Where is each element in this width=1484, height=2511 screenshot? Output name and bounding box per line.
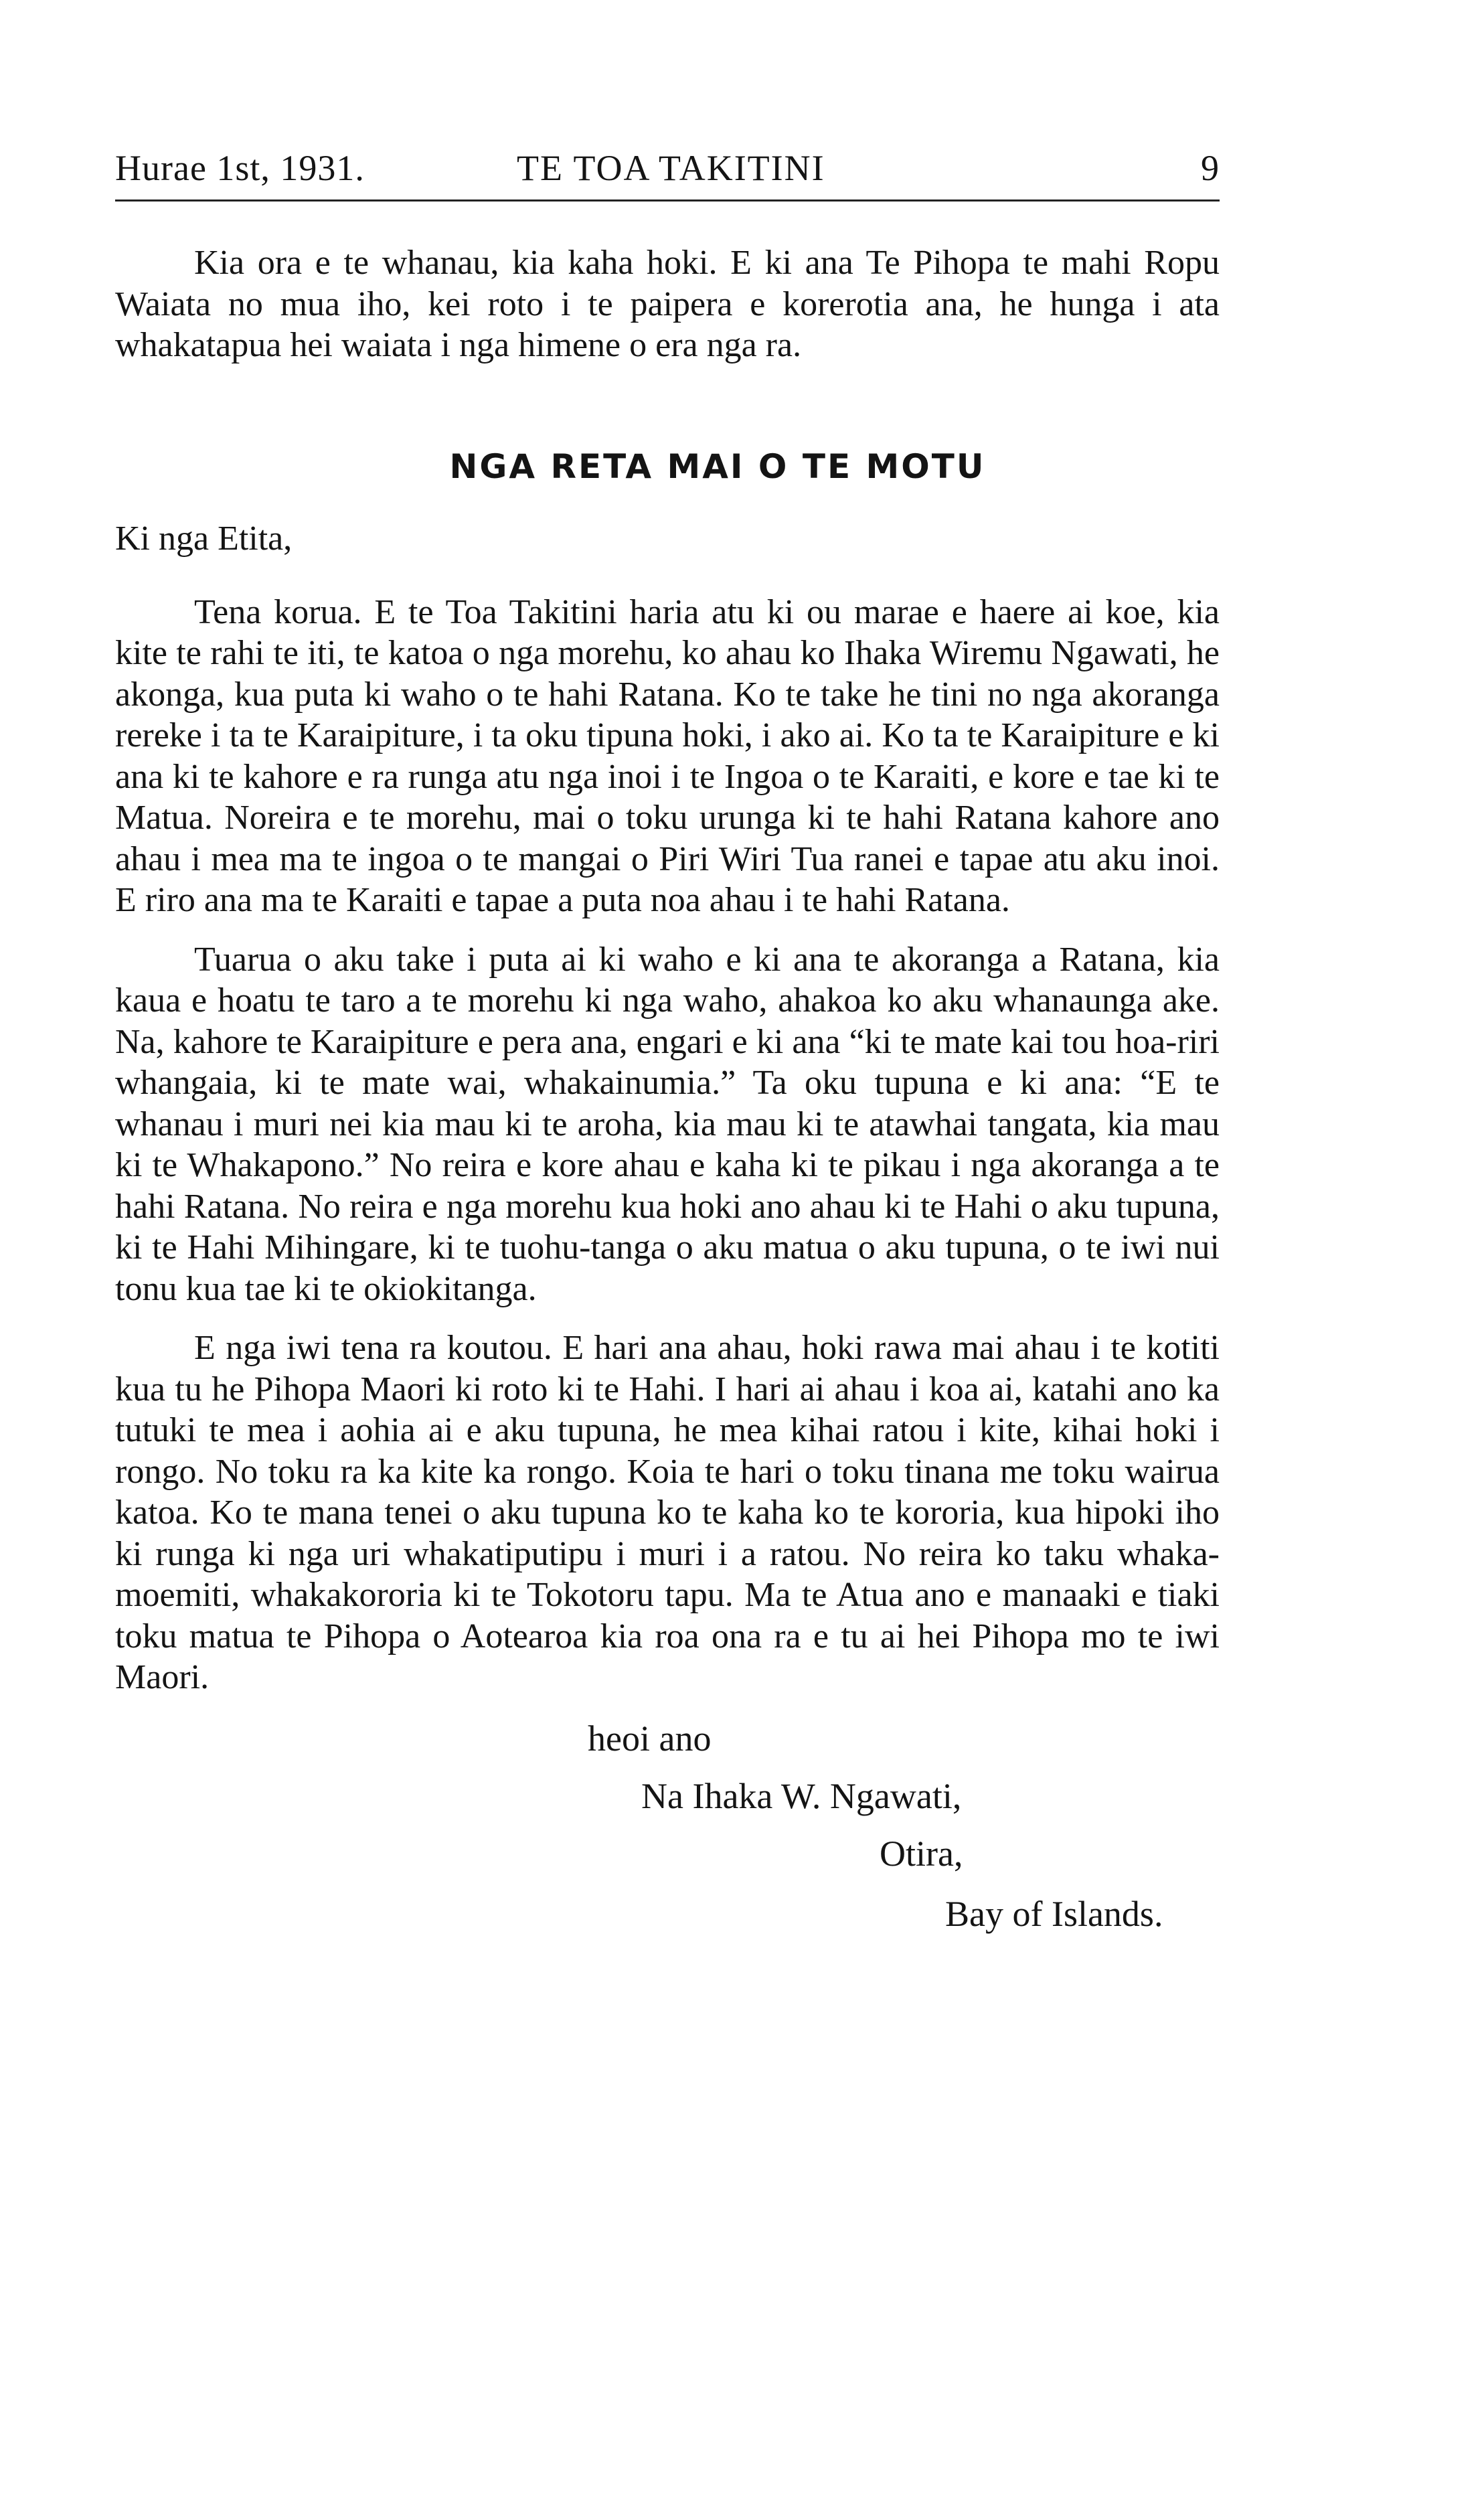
page-number: 9: [1201, 148, 1220, 188]
signature-name: Na Ihaka W. Ngawati,: [641, 1775, 962, 1816]
signature-closing: heoi ano: [588, 1718, 712, 1759]
newspaper-page: [115, 147, 1220, 1935]
issue-date: Hurae 1st, 1931.: [115, 148, 365, 188]
publication-title: TE TOA TAKITINI: [517, 148, 825, 188]
signature-region: Bay of Islands.: [945, 1893, 1163, 1934]
signature-place: Otira,: [880, 1833, 963, 1874]
section-heading: NGA RETA MAI O TE MOTU: [449, 447, 986, 486]
letter-salutation: Ki nga Etita,: [115, 519, 293, 558]
header-rule: [115, 199, 1220, 201]
running-head: [115, 147, 1220, 194]
intro-paragraph: Kia ora e te whanau, kia kaha hoki. E ki ana Te Pihopa te mahi Ropu Waiata no mua iho, kei roto i te paipera e korerotia ana, he hunga i ata whakatapua hei waiata i nga himene o era nga ra.: [115, 244, 1220, 364]
letter-paragraph-2: Tuarua o aku take i puta ai ki waho e ki ana te akoranga a Ratana, kia kaua e hoatu te taro a te morehu ki nga waho, ahakoa ko aku whanaunga ake. Na, kahore te Karaipiture e pera ana, engari e ki ana “ki te mate kai tou hoa-riri whangaia, ki te mate wai, whakainumia.” Ta oku tupuna e ki ana: “E te whanau i muri nei kia mau ki te aroha, kia mau ki te atawhai tangata, kia mau ki te Whakapono.” No reira e kore ahau e kaha ki te pikau i nga akoranga a te hahi Ratana. No reira e nga morehu kua hoki ano ahau ki te Hahi o aku tupuna, ki te Hahi Mihingare, ki te tuohu-tanga o aku matua o aku tupuna, o te iwi nui tonu kua tae ki te okiokitanga.: [115, 940, 1220, 1308]
letter-paragraph-3: E nga iwi tena ra koutou. E hari ana ahau, hoki rawa mai ahau i te kotiti kua tu he Pihopa Maori ki roto ki te Hahi. I hari ai ahau i koa ai, katahi ano ka tutuki te mea i aohia ai e aku tupuna, he mea kihai ratou i kite, kihai hoki i rongo. No toku ra ka kite ka rongo. Koia te hari o toku tinana me toku wairua katoa. Ko te mana tenei o aku tupuna ko te kaha ko te kororia, kua hipoki iho ki runga ki nga uri whakatiputipu i muri i a ratou. No reira ko taku whaka-moemiti, whakakororia ki te Tokotoru tapu. Ma te Atua ano e manaaki e tiaki toku matua te Pihopa o Aotearoa kia roa ona ra e tu ai hei Pihopa mo te iwi Maori.: [115, 1329, 1220, 1696]
article-body: [115, 242, 1220, 1935]
letter-paragraph-1: Tena korua. E te Toa Takitini haria atu ki ou marae e haere ai koe, kia kite te rahi te iti, te katoa o nga morehu, ko ahau ko Ihaka Wiremu Ngawati, he akonga, kua puta ki waho o te hahi Ratana. Ko te take he tini no nga akoranga rereke i ta te Karaipiture, i ta oku tipuna hoki, i ako ai. Ko ta te Karaipiture e ki ana ki te kahore e ra runga atu nga inoi i te Ingoa o te Karaiti, e kore e tae ki te Matua. Noreira e te morehu, mai o toku urunga ki te hahi Ratana kahore ano ahau i mea ma te ingoa o te mangai o Piri Wiri Tua ranei e tapae atu aku inoi. E riro ana ma te Karaiti e tapae a puta noa ahau i te hahi Ratana.: [115, 592, 1220, 919]
